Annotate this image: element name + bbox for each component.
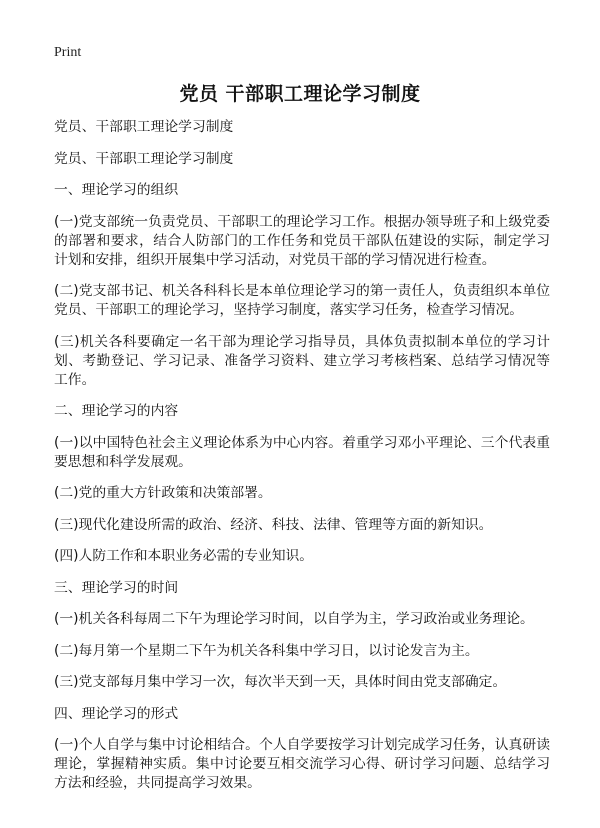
doc-subtitle: 党员、干部职工理论学习制度	[54, 119, 234, 135]
section-heading-organization: 一、理论学习的组织	[54, 182, 179, 198]
section-heading-time: 三、理论学习的时间	[54, 579, 179, 596]
paragraph: (三)机关各科要确定一名干部为理论学习指导员，具体负责拟制本单位的学习计划、考勤登记、学习记录、准备学习资料、建立学习考核档案、总结学习情况等工作。	[54, 333, 550, 388]
section-heading-format: 四、理论学习的形式	[54, 705, 179, 722]
print-link[interactable]: Print	[54, 45, 82, 60]
document-body	[54, 118, 550, 806]
paragraph: (三)现代化建设所需的政治、经济、科技、法律、管理等方面的新知识。	[54, 516, 493, 533]
paragraph: (二)党的重大方针政策和决策部署。	[54, 485, 272, 501]
paragraph: (四)人防工作和本职业务必需的专业知识。	[54, 548, 314, 564]
section-heading-content: 二、理论学习的内容	[54, 403, 179, 419]
doc-subtitle-repeat: 党员、干部职工理论学习制度	[54, 150, 234, 167]
page-title: 党员 干部职工理论学习制度	[179, 83, 421, 105]
paragraph: (一)以中国特色社会主义理论体系为中心内容。着重学习邓小平理论、三个代表重要思想和科学发展观。	[54, 434, 550, 470]
paragraph: (一)个人自学与集中讨论相结合。个人自学要按学习计划完成学习任务，认真研读理论，掌握精神实质。集中讨论要互相交流学习心得、研讨学习问题、总结学习方法和经验，共同提高学习效果。	[54, 737, 550, 791]
paragraph: (二)党支部书记、机关各科科长是本单位理论学习的第一责任人，负责组织本单位党员、干部职工的理论学习，坚持学习制度，落实学习任务，检查学习情况。	[54, 283, 550, 318]
paragraph: (二)每月第一个星期二下午为机关各科集中学习日，以讨论发言为主。	[54, 642, 479, 659]
paragraph: (三)党支部每月集中学习一次，每次半天到一天，具体时间由党支部确定。	[54, 674, 507, 690]
paragraph: (一)机关各科每周二下午为理论学习时间，以自学为主，学习政治或业务理论。	[54, 611, 534, 627]
paragraph: (一)党支部统一负责党员、干部职工的理论学习工作。根据办领导班子和上级党委的部署和要求，结合人防部门的工作任务和党员干部队伍建设的实际，制定学习计划和安排，组织开展集中学习活动，对党员干部的学习情况进行检查。	[54, 213, 550, 268]
